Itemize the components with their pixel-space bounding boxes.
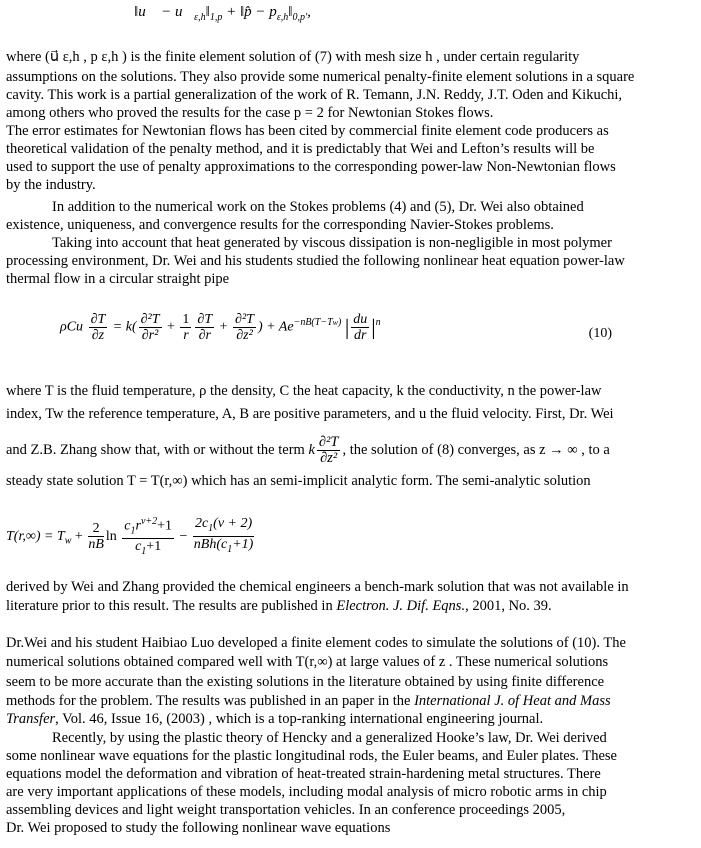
text-line: equations model the deformation and vibration of heat-treated strain-hardening metal structures. There <box>6 766 601 782</box>
text-line: Recently, by using the plastic theory of Hencky and a generalized Hooke’s law, Dr. Wei derived <box>52 730 607 746</box>
text-line: seem to be more accurate than the existing solutions in the literature obtained by using finite difference <box>6 674 605 690</box>
paragraph-steady-state: steady state solution T = T(r,∞) which has an semi-implicit analytic form. The semi-analytic solution <box>6 473 591 489</box>
paragraph-convergence: and Z.B. Zhang show that, with or without the term k $\frac{\text{∂²T}}{\text{∂z²}}$ , the solution of (8) converges, as z → ∞ , to a <box>6 434 610 467</box>
text-line: Transfer, Vol. 46, Issue 16, (2003) , which is a top-ranking international engineering journal. <box>6 711 544 727</box>
text-line: by the industry. <box>6 177 96 193</box>
text-line: numerical solutions obtained compared well with T(r,∞) at large values of z . These numerical solutions <box>6 654 609 670</box>
text-line: Taking into account that heat generated by viscous dissipation is non-negligible in most polymer <box>52 235 612 251</box>
journal-name: Electron. J. Dif. Eqns. <box>336 598 466 614</box>
text-line: used to support the use of penalty approximations to the corresponding power-law Non-Newtonian flows <box>6 159 616 175</box>
semi-analytic-solution-equation: $T(r,\infty) = T_w$ + $\frac{2}{nB}$ ln $\frac{c_1r^{\nu+2}+1}{c_1+1}$ − $\frac{2c_1(\nu + 2)}{nBh(c_1+1)}$ <box>6 516 254 558</box>
text-line: are very important applications of these models, including modal analysis of micro robotic arms in chip <box>6 784 607 800</box>
text-line: assumptions on the solutions. They also provide some numerical penalty-finite element solutions in a square <box>6 69 635 85</box>
text-line: where (u⃗ ε,h , p ε,h ) is the finite element solution of (7) with mesh size h , under certain regularity <box>6 49 580 65</box>
text-line: Dr. Wei proposed to study the following nonlinear wave equations <box>6 820 391 836</box>
text-line: assembling devices and light weight transportation vehicles. In an conference proceedings 2005, <box>6 802 566 818</box>
equation-number: (10) <box>588 326 612 341</box>
error-norm-equation: ‖u⃗ − $u⃗_{\varepsilon,h}‖_{1,p}$ + ‖p̂ − $p_{\varepsilon,h}‖_{0,p'}$, <box>134 4 311 23</box>
text-line: In addition to the numerical work on the Stokes problems (4) and (5), Dr. Wei also obtained <box>52 199 584 215</box>
text-line: existence, uniqueness, and convergence results for the corresponding Navier-Stokes problems. <box>6 217 554 233</box>
text-line: where T is the fluid temperature, ρ the density, C the heat capacity, k the conductivity, n the power-law <box>6 383 602 399</box>
text-line: cavity. This work is a partial generalization of the work of R. Temann, J.N. Reddy, J.T. Oden and Kikuchi, <box>6 87 623 103</box>
text-line: literature prior to this result. The results are published in Electron. J. Dif. Eqns., 2001, No. 39. <box>6 598 552 614</box>
text-line: theoretical validation of the penalty method, and it is predictably that Wei and Lefton’s results will be <box>6 141 595 157</box>
journal-name: Transfer <box>6 711 56 727</box>
heat-equation-10: ρCu $\frac{\partial T}{\partial z}$ = k( $\frac{\text{∂²T}}{\text{∂r²}}$ + $\frac{1}{r}$ $\frac{\partial T}{\partial r}$ + $\frac{\text{∂²T}}{\text{∂z²}}$ ) + $Ae^{-nB(T-Tw)}$ | $\frac{du}{dr}$ $|^n$ (10) <box>60 312 612 343</box>
text-line: methods for the problem. The results was published in an paper in the International J. of Heat and Mass <box>6 693 611 709</box>
text-line: thermal flow in a circular straight pipe <box>6 271 230 287</box>
text-line: The error estimates for Newtonian flows has been cited by commercial finite element code producers as <box>6 123 609 139</box>
text-line: Dr.Wei and his student Haibiao Luo developed a finite element codes to simulate the solutions of (10). The <box>6 635 626 651</box>
journal-name: International J. of Heat and Mass <box>414 693 611 709</box>
text-line: derived by Wei and Zhang provided the chemical engineers a bench-mark solution that was not available in <box>6 579 629 595</box>
text-line: some nonlinear wave equations for the plastic longitudinal rods, the Euler beams, and Euler plates. These <box>6 748 617 764</box>
text-line: processing environment, Dr. Wei and his students studied the following nonlinear heat equation power-law <box>6 253 625 269</box>
text-line: index, Tw the reference temperature, A, B are positive parameters, and u the fluid velocity. First, Dr. Wei <box>6 406 614 422</box>
text-line: among others who proved the results for the case p = 2 for Newtonian Stokes flows. <box>6 105 494 121</box>
